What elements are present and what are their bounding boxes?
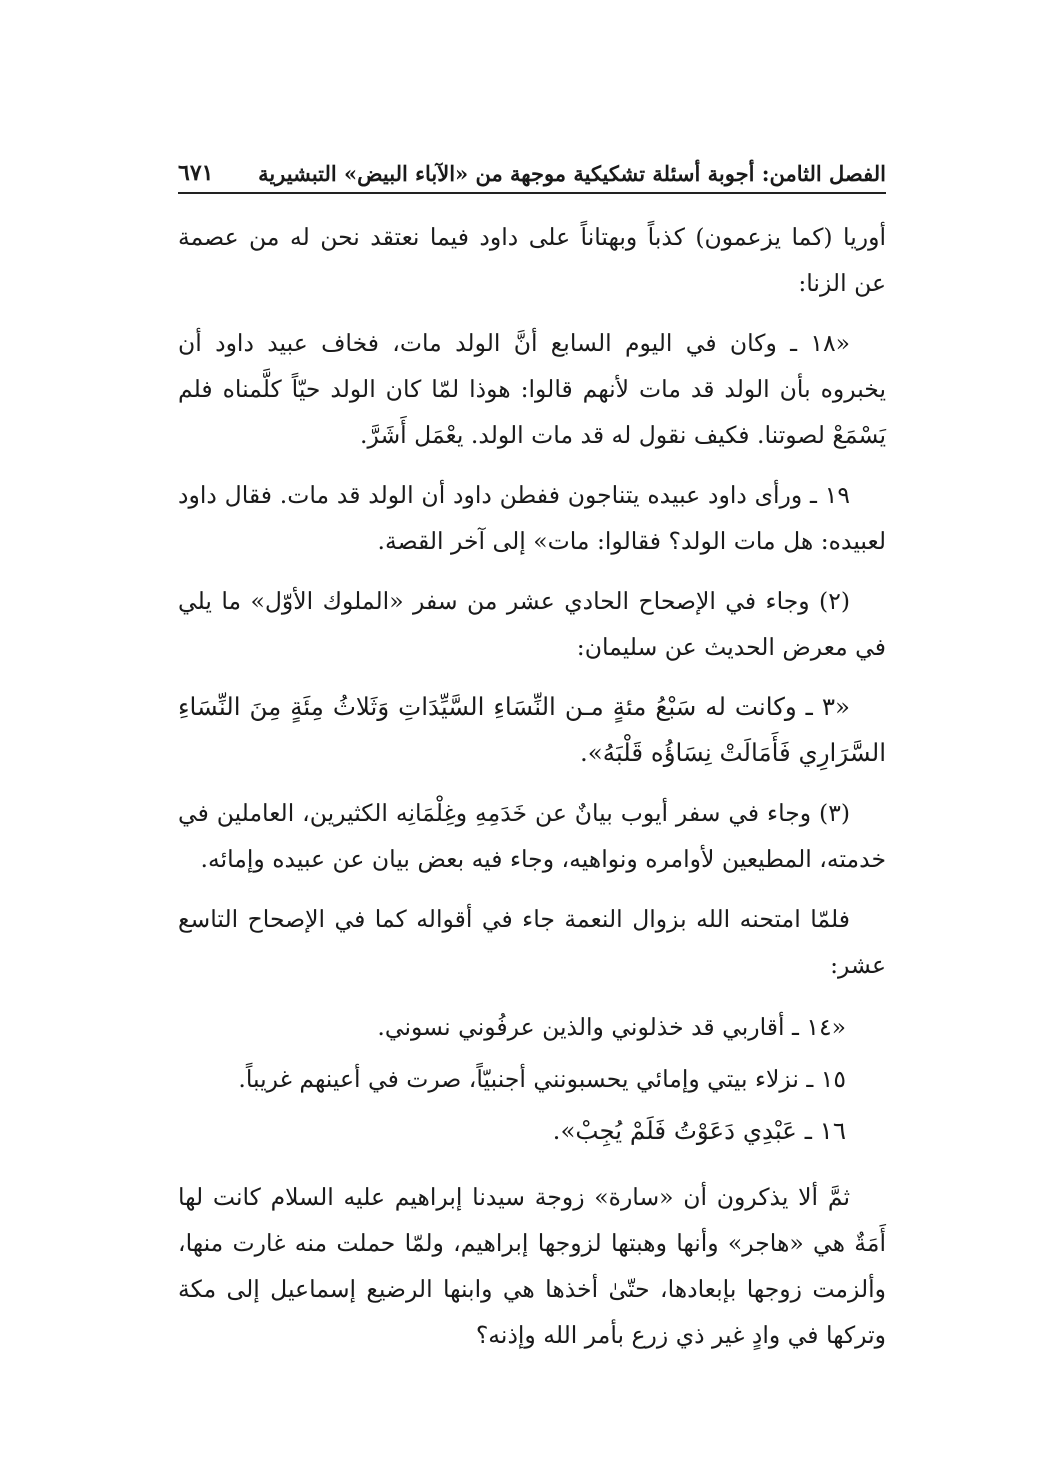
- page-body: [178, 214, 886, 1372]
- job-verses: [178, 1002, 886, 1156]
- paragraph-verse-19: ١٩ ـ ورأى داود عبيده يتناجون ففطن داود أن الولد قد مات. فقال داود لعبيده: هل مات الولد؟ فقالوا: مات» إلى آخر القصة.: [178, 481, 886, 555]
- paragraph-intro: أوريا (كما يزعمون) كذباً وبهتاناً على داود فيما نعتقد نحن له من عصمة عن الزنا:: [178, 223, 886, 297]
- page-number: ٦٧١: [178, 160, 214, 186]
- verse-16: ١٦ ـ عَبْدِي دَعَوْتُ فَلَمْ يُجِبْ».: [552, 1116, 846, 1145]
- paragraph-verse-18: «١٨ ـ وكان في اليوم السابع أنَّ الولد مات، فخاف عبيد داود أن يخبروه بأن الولد قد مات لأنهم قالوا: هوذا لمّا كان الولد حيّاً كلَّمناه فلم يَسْمَعْ لصوتنا. فكيف نقول له قد مات الولد. يعْمَل أَشَرَّ.: [178, 329, 886, 449]
- paragraph-job-trial: فلمّا امتحنه الله بزوال النعمة جاء في أقواله كما في الإصحاح التاسع عشر:: [178, 905, 886, 979]
- running-header: [178, 150, 886, 194]
- paragraph-sarah-hagar: ثمَّ ألا يذكرون أن «سارة» زوجة سيدنا إبراهيم عليه السلام كانت لها أَمَةٌ هي «هاجر» وأنها وهبتها لزوجها إبراهيم، ولمّا حملت منه غارت منها، وألزمت زوجها بإبعادها، حتّىٰ أخذها هي وابنها الرضيع إسماعيل إلى مكة وتركها في وادٍ غير ذي زرع بأمر الله وإذنه؟: [178, 1183, 886, 1349]
- paragraph-kings-quote: «٣ ـ وكانت له سَبْعُ مئةٍ مـن النِّسَاءِ السَّيِّدَاتِ وَثَلاثُ مِئَةٍ مِنَ النِّسَاءِ السَّرَارِي فَأَمَالَتْ نِسَاؤُه قَلْبَهُ».: [178, 692, 886, 767]
- verse-15: ١٥ ـ نزلاء بيتي وإمائي يحسبونني أجنبيّاً، صرت في أعينهم غريباً.: [238, 1065, 846, 1093]
- paragraph-kings: (٢) وجاء في الإصحاح الحادي عشر من سفر «الملوك الأوّل» ما يلي في معرض الحديث عن سليمان:: [178, 587, 886, 661]
- verse-14: «١٤ ـ أقاربي قد خذلوني والذين عرفُوني نسوني.: [377, 1013, 846, 1041]
- paragraph-job: (٣) وجاء في سفر أيوب بيانٌ عن خَدَمِهِ وغِلْمَانِه الكثيرين، العاملين في خدمته، المطيعين لأوامره ونواهيه، وجاء فيه بعض بيان عن عبيده وإمائه.: [178, 799, 886, 873]
- chapter-title: الفصل الثامن: أجوبة أسئلة تشكيكية موجهة من «الآباء البيض» التبشيرية: [258, 161, 886, 186]
